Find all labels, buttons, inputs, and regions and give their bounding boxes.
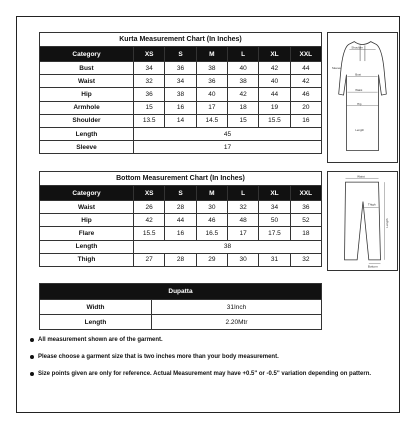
cell-value: 44 bbox=[165, 214, 196, 227]
figure-label: Sleeve bbox=[331, 65, 341, 70]
cell-value: 40 bbox=[227, 62, 258, 75]
bottom-diagram bbox=[327, 171, 398, 271]
cell-value: 17 bbox=[227, 227, 258, 240]
figure-label: Length bbox=[385, 218, 390, 228]
kurta-diagram bbox=[327, 32, 398, 163]
cell-value: 44 bbox=[290, 62, 321, 75]
table-row bbox=[40, 62, 322, 75]
figure-label: Bust bbox=[355, 72, 362, 77]
cell-value: 27 bbox=[134, 253, 165, 266]
kurta-measurement-table bbox=[39, 32, 322, 154]
header-size: XXL bbox=[290, 47, 321, 62]
cell-value: 15.5 bbox=[259, 114, 290, 127]
figure-label: Bottom bbox=[367, 264, 378, 269]
table-row bbox=[40, 227, 322, 240]
header-size: M bbox=[196, 47, 227, 62]
bottom-chart-title: Bottom Measurement Chart (In Inches) bbox=[40, 172, 322, 186]
cell-value: 16.5 bbox=[196, 227, 227, 240]
table-row bbox=[40, 88, 322, 101]
header-size: S bbox=[165, 47, 196, 62]
cell-value: 38 bbox=[196, 62, 227, 75]
cell-value: 18 bbox=[227, 101, 258, 114]
cell-value: 15 bbox=[134, 101, 165, 114]
cell-value: 48 bbox=[227, 214, 258, 227]
cell-value: 17.5 bbox=[259, 227, 290, 240]
cell-value: 17 bbox=[196, 101, 227, 114]
table-row bbox=[40, 114, 322, 127]
row-label: Bust bbox=[40, 62, 134, 75]
row-label: Hip bbox=[40, 88, 134, 101]
note-item: Please choose a garment size that is two inches more than your body measurement. bbox=[28, 353, 378, 361]
table-row bbox=[40, 300, 322, 315]
table-row bbox=[40, 101, 322, 114]
cell-value: 28 bbox=[165, 201, 196, 214]
header-size: XL bbox=[259, 186, 290, 201]
cell-value: 34 bbox=[134, 62, 165, 75]
figure-label: Hip bbox=[357, 101, 362, 106]
cell-value: 36 bbox=[165, 62, 196, 75]
bottom-measurement-table bbox=[39, 171, 322, 267]
header-category: Category bbox=[40, 47, 134, 62]
kurta-chart-title: Kurta Measurement Chart (In Inches) bbox=[40, 33, 322, 47]
figure-label: Shoulder bbox=[351, 45, 363, 50]
cell-value: 34 bbox=[165, 75, 196, 88]
header-size: XL bbox=[259, 47, 290, 62]
cell-value: 18 bbox=[290, 227, 321, 240]
cell-value: 31 bbox=[259, 253, 290, 266]
cell-value: 28 bbox=[165, 253, 196, 266]
cell-value: 40 bbox=[196, 88, 227, 101]
notes-list bbox=[28, 336, 378, 387]
cell-value: 15.5 bbox=[134, 227, 165, 240]
row-label: Thigh bbox=[40, 253, 134, 266]
cell-value: 32 bbox=[290, 253, 321, 266]
cell-value: 20 bbox=[290, 101, 321, 114]
cell-value: 2.20Mtr bbox=[152, 315, 322, 330]
dupatta-table bbox=[39, 283, 322, 330]
cell-value: 42 bbox=[134, 214, 165, 227]
cell-value: 29 bbox=[196, 253, 227, 266]
cell-value: 42 bbox=[227, 88, 258, 101]
cell-value: 14 bbox=[165, 114, 196, 127]
header-size: XS bbox=[134, 186, 165, 201]
cell-value: 36 bbox=[290, 201, 321, 214]
cell-value: 36 bbox=[196, 75, 227, 88]
table-row bbox=[40, 75, 322, 88]
figure-label: Waist bbox=[357, 174, 365, 179]
cell-value: 34 bbox=[259, 201, 290, 214]
table-row bbox=[40, 127, 322, 140]
header-size: L bbox=[227, 186, 258, 201]
cell-value: 15 bbox=[227, 114, 258, 127]
header-size: L bbox=[227, 47, 258, 62]
cell-value: 16 bbox=[165, 227, 196, 240]
cell-value: 30 bbox=[227, 253, 258, 266]
cell-value: 42 bbox=[290, 75, 321, 88]
header-category: Category bbox=[40, 186, 134, 201]
pant-illustration bbox=[328, 172, 397, 270]
header-size: XS bbox=[134, 47, 165, 62]
table-row bbox=[40, 214, 322, 227]
cell-value: 46 bbox=[196, 214, 227, 227]
table-row bbox=[40, 253, 322, 266]
cell-value: 16 bbox=[165, 101, 196, 114]
table-row bbox=[40, 141, 322, 154]
cell-value: 36 bbox=[134, 88, 165, 101]
cell-value: 32 bbox=[134, 75, 165, 88]
cell-value: 13.5 bbox=[134, 114, 165, 127]
note-item: All measurement shown are of the garment. bbox=[28, 336, 378, 344]
cell-value: 52 bbox=[290, 214, 321, 227]
cell-value: 38 bbox=[165, 88, 196, 101]
row-label: Sleeve bbox=[40, 141, 134, 154]
row-label: Armhole bbox=[40, 101, 134, 114]
header-size: XXL bbox=[290, 186, 321, 201]
figure-label: Length bbox=[355, 128, 365, 133]
cell-value: 26 bbox=[134, 201, 165, 214]
figure-label: Thigh bbox=[367, 202, 376, 207]
cell-value: 38 bbox=[227, 75, 258, 88]
row-label: Waist bbox=[40, 201, 134, 214]
cell-value: 32 bbox=[227, 201, 258, 214]
cell-value: 50 bbox=[259, 214, 290, 227]
dupatta-title: Dupatta bbox=[40, 284, 322, 300]
cell-value: 44 bbox=[259, 88, 290, 101]
cell-value: 19 bbox=[259, 101, 290, 114]
cell-value: 16 bbox=[290, 114, 321, 127]
header-size: M bbox=[196, 186, 227, 201]
table-row bbox=[40, 315, 322, 330]
row-label: Flare bbox=[40, 227, 134, 240]
row-label: Width bbox=[40, 300, 152, 315]
note-item: Size points given are only for reference. Actual Measurement may have +0.5" or -0.5" variation depending on pattern. bbox=[28, 370, 378, 378]
row-label: Waist bbox=[40, 75, 134, 88]
cell-value: 17 bbox=[134, 141, 322, 154]
row-label: Length bbox=[40, 240, 134, 253]
row-label: Length bbox=[40, 315, 152, 330]
table-row bbox=[40, 201, 322, 214]
cell-value: 46 bbox=[290, 88, 321, 101]
cell-value: 42 bbox=[259, 62, 290, 75]
kurta-illustration bbox=[328, 33, 397, 162]
row-label: Hip bbox=[40, 214, 134, 227]
cell-value: 40 bbox=[259, 75, 290, 88]
row-label: Shoulder bbox=[40, 114, 134, 127]
cell-value: 31Inch bbox=[152, 300, 322, 315]
row-label: Length bbox=[40, 127, 134, 140]
cell-value: 30 bbox=[196, 201, 227, 214]
table-row bbox=[40, 240, 322, 253]
header-size: S bbox=[165, 186, 196, 201]
figure-label: Waist bbox=[355, 88, 363, 93]
cell-value: 45 bbox=[134, 127, 322, 140]
cell-value: 14.5 bbox=[196, 114, 227, 127]
cell-value: 38 bbox=[134, 240, 322, 253]
